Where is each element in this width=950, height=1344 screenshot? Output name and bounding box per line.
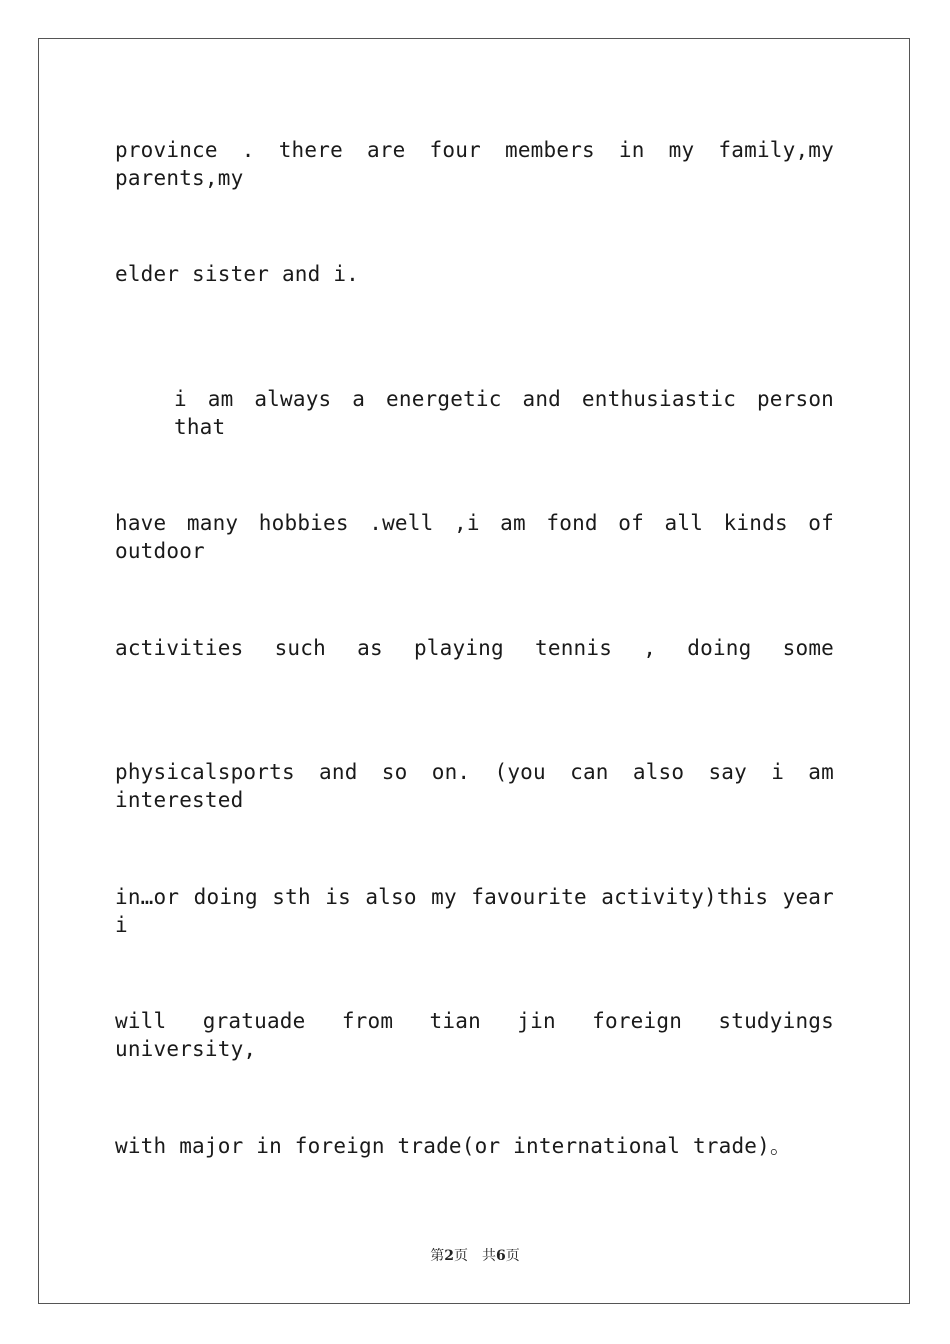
current-page-number: 2 [444, 1248, 454, 1264]
text-line: elder sister and i. [115, 262, 360, 286]
paragraph-first-line: i am always a energetic and enthusiastic person that [174, 387, 834, 439]
text-line: province . there are four members in my family,my parents,my [115, 138, 834, 190]
footer-prefix: 第 [430, 1248, 445, 1264]
footer-total-unit: 页 [505, 1248, 520, 1264]
text-line: in…or doing sth is also my favourite activity)this year i [115, 885, 834, 937]
footer-page-unit: 页 [454, 1248, 468, 1264]
text-line: will gratuade from tian jin foreign studyings university, [115, 1009, 834, 1061]
text-line: have many hobbies .well ,i am fond of all kinds of outdoor [115, 511, 834, 563]
text-line: with major in foreign trade(or international trade)。 [115, 1134, 792, 1158]
text-line: activities such as playing tennis , doing some [115, 636, 834, 660]
page-border [38, 38, 910, 1304]
total-page-count: 6 [496, 1248, 506, 1264]
footer-total-prefix: 共 [482, 1248, 496, 1264]
page-footer [0, 1246, 950, 1266]
text-line: physicalsports and so on. (you can also say i am interested [115, 760, 834, 812]
